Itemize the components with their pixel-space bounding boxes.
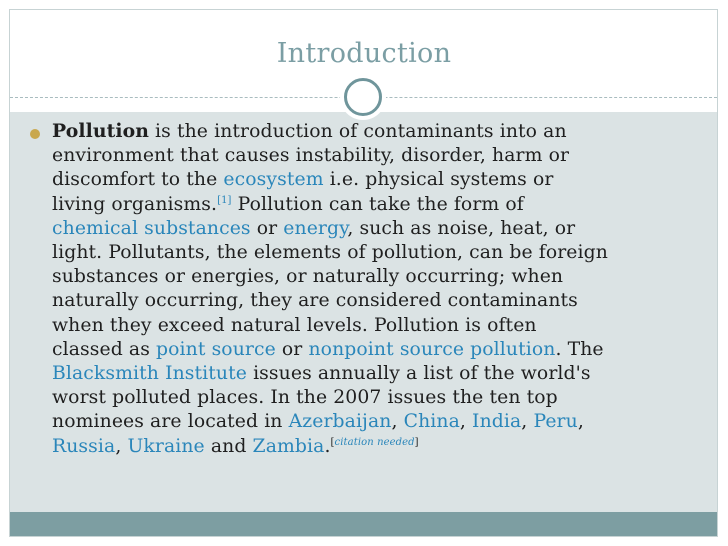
text-line [52,168,702,192]
body-paragraph [52,119,702,459]
text-span: i.e. physical systems or [323,169,554,191]
text-span: substances or energies, or naturally occurring; when [52,266,564,288]
text-span: , [521,411,534,433]
text-line [52,435,702,459]
text-span: light. Pollutants, the elements of pollution, can be foreign [52,242,608,264]
link-india[interactable]: India [472,411,522,433]
text-line [52,241,702,265]
link-azerbaijan[interactable]: Azerbaijan [288,411,392,433]
text-line [52,410,702,434]
text-span: or [250,217,284,239]
text-line [52,362,702,386]
text-span: , [115,435,128,457]
text-span: , such as noise, heat, or [347,217,576,239]
link-blacksmith-institute[interactable]: Blacksmith Institute [52,363,247,385]
text-line [52,289,702,313]
link-chemical-substances[interactable]: chemical substances [52,217,251,239]
text-line [52,386,702,410]
text-span: worst polluted places. In the 2007 issues the ten top [52,387,558,409]
link-zambia[interactable]: Zambia [252,435,325,457]
text-line [52,193,702,217]
text-span: environment that causes instability, disorder, harm or [52,145,570,167]
text-line [52,265,702,289]
link-energy[interactable]: energy [283,217,348,239]
text-span: , [459,411,473,433]
text-span: . [324,435,331,457]
citation-bracket: ] [414,436,419,448]
ring-ornament-icon [344,78,382,116]
text-span: and [204,435,253,457]
slide-title: Introduction [276,38,452,69]
text-span: discomfort to the [52,169,224,191]
text-span: , [577,411,584,433]
link-ecosystem[interactable]: ecosystem [223,169,324,191]
text-span: nominees are located in [52,411,289,433]
link-ukraine[interactable]: Ukraine [127,435,205,457]
text-line [52,144,702,168]
text-span: or [275,338,309,360]
text-span: , [391,411,404,433]
link-peru[interactable]: Peru [533,411,578,433]
link-china[interactable]: China [403,411,460,433]
link-nonpoint-source-pollution[interactable]: nonpoint source pollution [308,338,556,360]
citation-bracket: [ [330,436,335,448]
text-span: when they exceed natural levels. Pollution is often [52,314,537,336]
text-span: living organisms. [52,193,218,215]
text-span: naturally occurring, they are considered contaminants [52,290,578,312]
reference-link-1[interactable]: [1] [217,194,232,206]
link-point-source[interactable]: point source [156,338,276,360]
bullet-dot-icon [30,129,40,139]
text-line [52,338,702,362]
text-span: classed as [52,338,157,360]
link-russia[interactable]: Russia [52,435,116,457]
text-line [52,119,702,144]
citation-needed-link[interactable]: citation needed [334,436,415,448]
text-span: issues annually a list of the world's [247,363,591,385]
text-span: . The [555,338,604,360]
lead-term: Pollution [52,120,149,142]
text-line [52,314,702,338]
footer-bar [10,512,717,536]
text-span: is the introduction of contaminants into an [148,121,567,142]
text-line [52,217,702,241]
text-span: Pollution can take the form of [231,193,524,215]
